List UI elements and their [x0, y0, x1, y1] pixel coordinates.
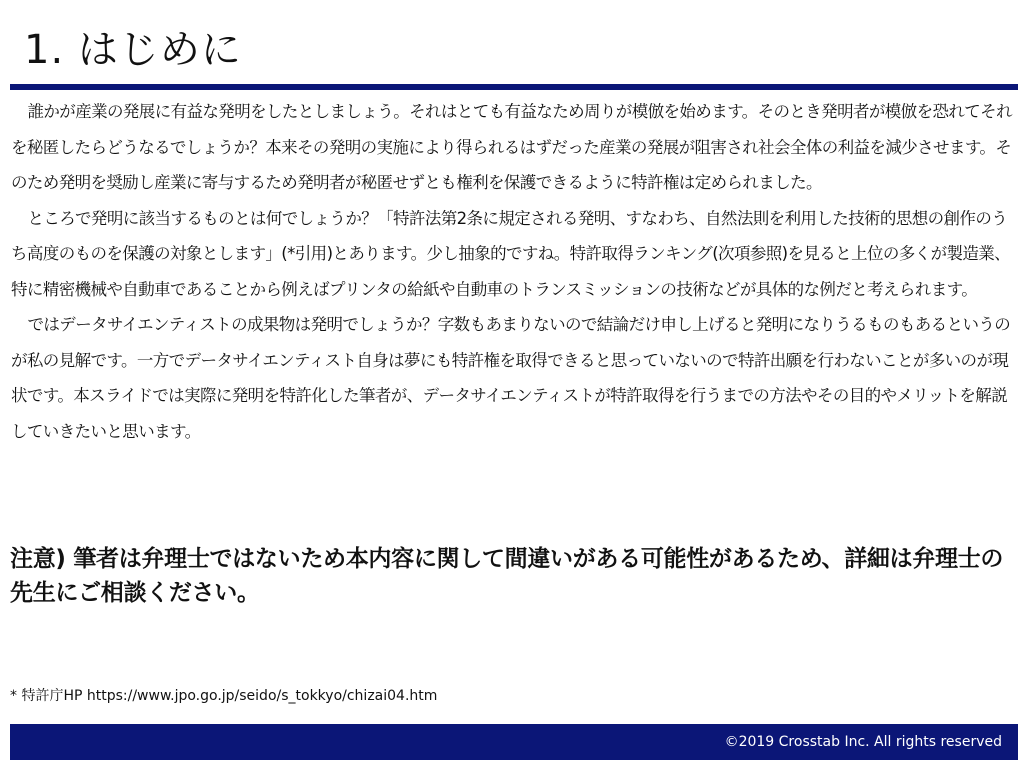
- footer-bar: [10, 724, 1018, 760]
- paragraph-3: ではデータサイエンティストの成果物は発明でしょうか？字数もあまりないので結論だけ申し上げると発明になりうるものもあるというのが私の見解です。一方でデータサイエンティスト自身は夢にも特許権を取得できると思っていないので特許出願を行わないことが多いのが現状です。本スライドでは実際に発明を特許化した筆者が、データサイエンティストが特許取得を行うまでの方法やその目的やメリットを解説していきたいと思います。: [11, 315, 1011, 441]
- body-text: [11, 94, 1017, 449]
- citation-footnote: * 特許庁HP https://www.jpo.go.jp/seido/s_tokkyo/chizai04.htm: [10, 688, 438, 704]
- paragraph-1: 誰かが産業の発展に有益な発明をしたとしましょう。それはとても有益なため周りが模倣を始めます。そのとき発明者が模倣を恐れてそれを秘匿したらどうなるでしょうか？本来その発明の実施により得られるはずだった産業の発展が阻害され社会全体の利益を減少させます。そのため発明を奨励し産業に寄与するため発明者が秘匿せずとも権利を保護できるように特許権は定められました。: [11, 102, 1012, 192]
- disclaimer-notice: 注意) 筆者は弁理士ではないため本内容に関して間違いがある可能性があるため、詳細は弁理士の先生にご相談ください。: [10, 546, 1004, 606]
- copyright-text: ©2019 Crosstab Inc. All rights reserved: [724, 734, 1002, 750]
- paragraph-2: ところで発明に該当するものとは何でしょうか？「特許法第2条に規定される発明、すなわち、自然法則を利用した技術的思想の創作のうち高度のものを保護の対象とします」(*引用)とあります。少し抽象的ですね。特許取得ランキング(次項参照)を見ると上位の多くが製造業、特に精密機械や自動車であることから例えばプリンタの給紙や自動車のトランスミッションの技術などが具体的な例だと考えられます。: [11, 208, 1011, 299]
- slide-title: 1. はじめに: [24, 27, 242, 73]
- title-underline: [10, 84, 1018, 90]
